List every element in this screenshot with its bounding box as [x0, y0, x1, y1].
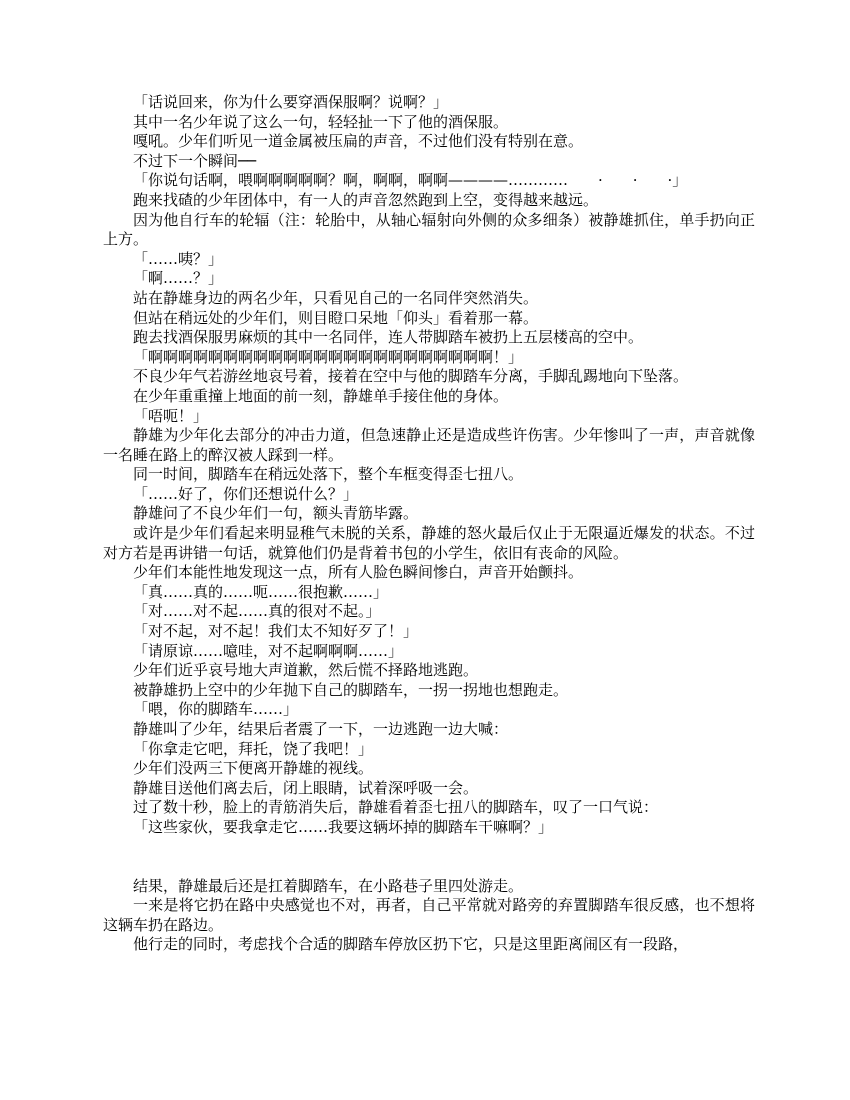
paragraph: 不良少年气若游丝地哀号着，接着在空中与他的脚踏车分离，手脚乱踢地向下坠落。 [133, 367, 689, 386]
paragraph: 但站在稍远处的少年们，则目瞪口呆地「仰头」看着那一幕。 [133, 308, 539, 327]
paragraph: 「真……真的……呃……很抱歉……」 [133, 582, 389, 601]
paragraph: 一来是将它扔在路中央感觉也不对，再者，自己平常就对路旁的弃置脚踏车很反感，也不想将这辆车扔在路边。 [103, 896, 755, 934]
paragraph: 不过下一个瞬间── [133, 151, 257, 170]
paragraph: 「……咦？」 [133, 249, 224, 268]
document-page [103, 93, 755, 955]
paragraph: 过了数十秒，脸上的青筋消失后，静雄看着歪七扭八的脚踏车，叹了一口气说： [133, 798, 659, 817]
paragraph: 「啊……？」 [133, 269, 224, 288]
paragraph: 「你拿走它吧，拜托，饶了我吧！」 [133, 739, 374, 758]
text-block-continued [103, 877, 755, 955]
paragraph: 跑来找碴的少年团体中，有一人的声音忽然跑到上空，变得越来越远。 [133, 190, 599, 209]
paragraph: 少年们没两三下便离开静雄的视线。 [133, 759, 374, 778]
paragraph: 静雄叫了少年，结果后者震了一下，一边逃跑一边大喊： [133, 720, 509, 738]
paragraph: 跑去找酒保服男麻烦的其中一名同伴，连人带脚踏车被扔上五层楼高的空中。 [133, 328, 644, 347]
paragraph: 因为他自行车的轮辐（注：轮胎中，从轴心辐射向外侧的众多细条）被静雄抓住，单手扔向正上方。 [103, 210, 755, 249]
paragraph: 站在静雄身边的两名少年，只看见自己的一名同伴突然消失。 [133, 288, 539, 307]
paragraph: 「话说回来，你为什么要穿酒保服啊？说啊？」 [133, 93, 449, 111]
paragraph: 「……好了，你们还想说什么？」 [133, 484, 359, 503]
paragraph: 或许是少年们看起来明显稚气未脱的关系，静雄的怒火最后仅止于无限逼近爆发的状态。不过对方若是再讲错一句话，就算他们仍是背着书包的小学生，依旧有丧命的风险。 [103, 524, 755, 562]
paragraph: 嘎吼。少年们听见一道金属被压扁的声音，不过他们没有特别在意。 [133, 132, 584, 151]
paragraph: 「啊啊啊啊啊啊啊啊啊啊啊啊啊啊啊啊啊啊啊啊啊啊啊！」 [133, 347, 524, 366]
paragraph: 被静雄扔上空中的少年抛下自己的脚踏车，一拐一拐地也想跑走。 [133, 680, 569, 699]
paragraph: 静雄为少年化去部分的冲击力道，但急速静止还是造成些许伤害。少年惨叫了一声，声音就像一名睡在路上的醉汉被人踩到一样。 [103, 426, 755, 464]
paragraph: 静雄目送他们离去后，闭上眼睛，试着深呼吸一会。 [133, 778, 479, 797]
paragraph: 少年们近乎哀号地大声道歉，然后慌不择路地逃跑。 [133, 661, 479, 680]
paragraph: 在少年重重撞上地面的前一刻，静雄单手接住他的身体。 [133, 386, 509, 405]
paragraph: 「唔呃！」 [133, 406, 209, 425]
paragraph: 其中一名少年说了这么一句，轻轻扯一下了他的酒保服。 [133, 112, 509, 131]
paragraph: 结果，静雄最后还是扛着脚踏车，在小路巷子里四处游走。 [133, 876, 524, 895]
text-block-main [103, 93, 755, 838]
paragraph: 静雄问了不良少年们一句，额头青筋毕露。 [133, 504, 419, 523]
section-break [103, 838, 755, 877]
paragraph: 「喂，你的脚踏车……」 [133, 700, 299, 719]
paragraph: 他行走的同时，考虑找个合适的脚踏车停放区扔下它，只是这里距离闹区有一段路， [133, 935, 689, 954]
paragraph: 「对……对不起……真的很对不起。」 [133, 602, 381, 621]
paragraph: 「对不起，对不起！我们太不知好歹了！」 [133, 622, 419, 641]
paragraph: 「你说句话啊，喂啊啊啊啊啊？啊，啊啊，啊啊————………… · · ·」 [133, 171, 688, 190]
paragraph: 「这些家伙，要我拿走它……我要这辆坏掉的脚踏车干嘛啊？」 [133, 817, 554, 836]
paragraph: 「请原谅……噫哇，对不起啊啊啊……」 [133, 641, 404, 660]
paragraph: 少年们本能性地发现这一点，所有人脸色瞬间惨白，声音开始颤抖。 [133, 563, 584, 582]
paragraph: 同一时间，脚踏车在稍远处落下，整个车框变得歪七扭八。 [133, 465, 524, 484]
